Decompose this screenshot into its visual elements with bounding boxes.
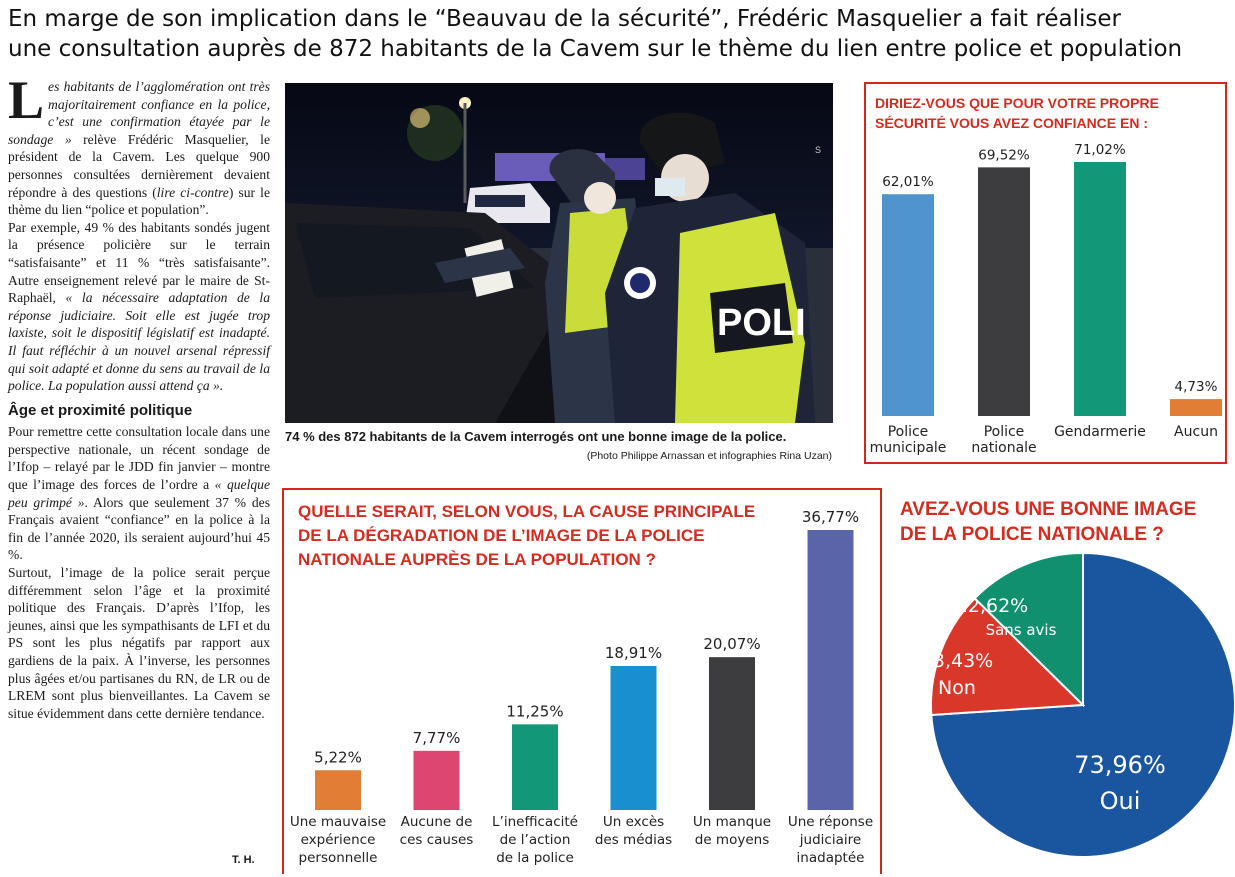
slice-value-label: 12,62% xyxy=(955,595,1029,617)
cause-bar-chart xyxy=(284,490,880,874)
cross-reference: lire ci-contre xyxy=(156,184,229,200)
drop-cap: L xyxy=(8,70,45,130)
mayor-quote: « la nécessaire adaptation de la réponse judiciaire. Soit elle est jugée trop laxiste, soit le dispositif législatif est inadapté. Il faut réfléchir à un nouvel arsenal répressif qui soit adapté et donne du sens au travail de la police. La population aussi attend ça ». xyxy=(8,290,271,394)
police-checkpoint-illustration xyxy=(285,83,833,423)
vest-lettering: POLI xyxy=(717,302,806,344)
bar-value-label: 36,77% xyxy=(801,508,860,526)
news-photo xyxy=(285,83,833,423)
category-label: judiciaire xyxy=(799,832,862,848)
bar xyxy=(512,724,558,810)
category-label: Police xyxy=(983,424,1025,440)
category-label: Gendarmerie xyxy=(1054,424,1146,440)
category-label: inadaptée xyxy=(796,850,865,866)
bar-value-label: 7,77% xyxy=(412,728,461,747)
cause-chart-panel xyxy=(282,488,882,874)
paragraph-1-text: relève Frédéric Masquelier, le président de la Cavem. Les quelque 900 personnes consultées dernièrement devaient répondre à des questions ( xyxy=(8,131,270,200)
headline-line-2: une consultation auprès de 872 habitants de la Cavem sur le thème du lien entre police et population xyxy=(8,36,1183,62)
category-label: L’inefficacité xyxy=(492,814,578,830)
category-label: de l’action xyxy=(499,832,571,848)
article-paragraph-2 xyxy=(8,219,270,395)
cause-title-line-2: DE LA DÉGRADATION DE L’IMAGE DE LA POLICE xyxy=(298,526,705,545)
category-label: personnelle xyxy=(298,850,378,866)
quote-opening: es habitants de l’agglomération ont très majoritairement confiance en la police, c’est une confirmation étayée par le sondage » xyxy=(8,79,270,147)
cause-title-line-1: QUELLE SERAIT, SELON VOUS, LA CAUSE PRINCIPALE xyxy=(298,502,756,521)
category-label: des médias xyxy=(594,832,673,848)
bar-value-label: 11,25% xyxy=(506,702,564,721)
slice-value-label: 73,96% xyxy=(1074,751,1166,779)
svg-text:S: S xyxy=(815,145,822,155)
category-label: Aucune de xyxy=(400,814,473,830)
ifop-quote: « quelque peu grimpé » xyxy=(8,477,270,510)
paragraph-2-text: Par exemple, 49 % des habitants sondés jugent la présence policière sur le terrain “satisfaisante” et 11 % “très satisfaisante”. Autre enseignement relevé par le maire de St-Raphaël, xyxy=(8,219,270,306)
category-label: Un manque xyxy=(692,814,772,830)
bar-value-label: 4,73% xyxy=(1174,379,1218,396)
category-label: de moyens xyxy=(694,832,770,848)
article-paragraph-1 xyxy=(8,70,270,219)
confidence-chart-title: DIRIEZ-VOUS QUE POUR VOTRE PROPRE SÉCURITÉ VOUS AVEZ CONFIANCE EN : xyxy=(875,95,1159,131)
bar-value-label: 18,91% xyxy=(604,644,663,663)
confidence-bar-chart xyxy=(866,84,1225,462)
image-title-line-2: DE LA POLICE NATIONALE ? xyxy=(900,524,1164,545)
headline-line-1: En marge de son implication dans le “Beauvau de la sécurité”, Frédéric Masquelier a fait réaliser xyxy=(8,6,1121,32)
paragraph-3-end: . Alors que seulement 37 % des Français avaient “confiance” en la police à la fin de l’année 2020, ils seraient aujourd’hui 45 %. xyxy=(8,494,270,563)
category-label: nationale xyxy=(971,440,1037,456)
photo-credit: (Photo Philippe Arnassan et infographies Rina Uzan) xyxy=(586,450,832,462)
article-body xyxy=(8,70,271,722)
slice-category-label: Non xyxy=(938,677,976,699)
category-label: Aucun xyxy=(1174,424,1218,440)
category-label: municipale xyxy=(869,440,947,456)
bar-value-label: 71,02% xyxy=(1074,142,1126,158)
category-label: Une réponse xyxy=(787,814,874,830)
author-signature: T. H. xyxy=(232,854,255,866)
category-label: Police xyxy=(887,424,929,440)
slice-value-label: 13,43% xyxy=(920,650,994,672)
headline xyxy=(8,4,1230,64)
bar xyxy=(315,770,361,810)
image-pie-chart xyxy=(890,495,1235,877)
slice-category-label: Oui xyxy=(1099,787,1141,815)
category-label: Une mauvaise xyxy=(289,814,387,830)
confidence-chart-panel xyxy=(864,82,1227,464)
article-paragraph-4: Surtout, l’image de la police serait perçue différemment selon l’âge et la proximité politique des Français. D’après l’Ifop, les jeunes, ainsi que les sympathisants de LFI et du PS sont les plus négatifs par rapport aux gardiens de la paix. À l’inverse, les personnes plus âgées et/ou partisanes du RN, de LR ou de LREM sont plus bienveillantes. La Cavem se situe évidemment dans cette dernière tendance. xyxy=(8,565,270,721)
article-subhead: Âge et proximité politique xyxy=(8,401,193,419)
bar xyxy=(1074,162,1126,416)
category-label: expérience xyxy=(300,832,376,848)
bar xyxy=(882,194,934,416)
image-chart-panel xyxy=(890,495,1235,877)
slice-category-label: Sans avis xyxy=(985,621,1057,639)
bar xyxy=(709,657,755,810)
bar xyxy=(611,666,657,810)
bar-value-label: 69,52% xyxy=(978,147,1030,164)
category-label: ces causes xyxy=(399,832,474,848)
bar xyxy=(808,530,854,810)
paragraph-3-text: Pour remettre cette consultation locale dans une perspective nationale, un récent sondage de l’Ifop – relayé par le JDD fin janvier – montre que l’image des forces de l’ordre a xyxy=(8,424,270,493)
image-title-line-1: AVEZ-VOUS UNE BONNE IMAGE xyxy=(900,499,1197,520)
cause-title-line-3: NATIONALE AUPRÈS DE LA POPULATION ? xyxy=(298,550,656,569)
paragraph-1-end: ) sur le thème du lien “police et population”. xyxy=(8,184,270,218)
bar-value-label: 20,07% xyxy=(703,635,761,654)
bar-value-label: 5,22% xyxy=(314,748,362,767)
category-label: Un excès xyxy=(602,814,665,830)
bar-value-label: 62,01% xyxy=(882,174,934,191)
category-label: de la police xyxy=(496,850,574,866)
article-paragraph-3 xyxy=(8,423,270,564)
bar xyxy=(978,167,1030,416)
bar xyxy=(1170,399,1222,416)
photo-caption: 74 % des 872 habitants de la Cavem interrogés ont une bonne image de la police. xyxy=(285,429,787,444)
bar xyxy=(414,751,460,810)
